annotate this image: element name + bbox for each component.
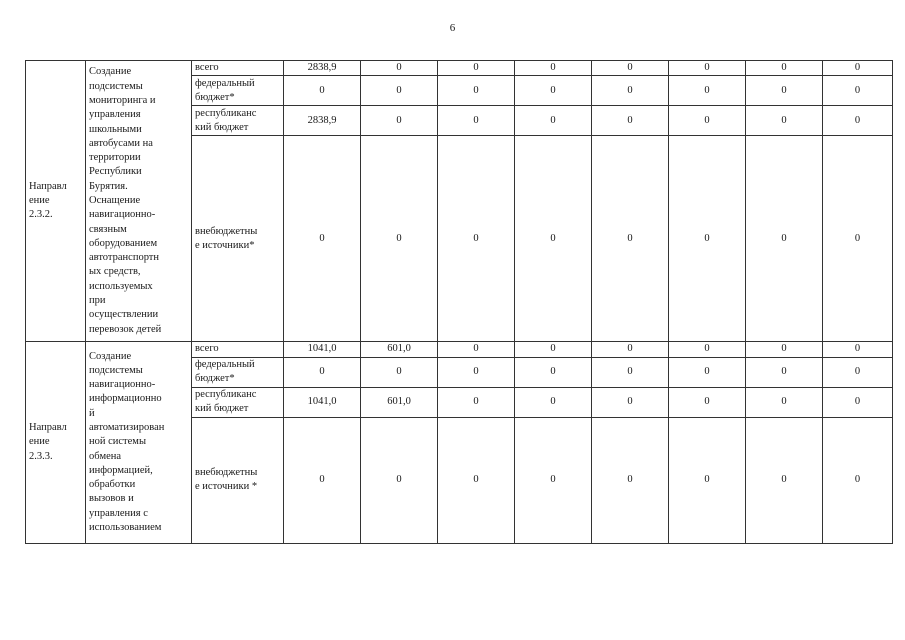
page-number: 6 bbox=[449, 22, 456, 34]
value-cell: 0 bbox=[592, 387, 669, 417]
funding-source-cell: всего bbox=[192, 61, 284, 76]
value-cell: 0 bbox=[592, 136, 669, 342]
value-cell: 0 bbox=[823, 417, 893, 543]
value-cell: 0 bbox=[746, 342, 823, 357]
funding-source-cell: федеральный бюджет* bbox=[192, 76, 284, 106]
value-cell: 0 bbox=[823, 357, 893, 387]
value-cell: 0 bbox=[746, 357, 823, 387]
funding-source-cell: республиканс кий бюджет bbox=[192, 387, 284, 417]
funding-source-cell: федеральный бюджет* bbox=[192, 357, 284, 387]
value-cell: 0 bbox=[438, 106, 515, 136]
description-cell: Создание подсистемы мониторинга и управления школьными автобусами на территории Республики Бурятия. Оснащение навигационно- связным оборудованием автотранспортн ых средств, используемых при осуществлении перевозок детей bbox=[86, 61, 192, 342]
value-cell: 0 bbox=[284, 417, 361, 543]
value-cell: 0 bbox=[284, 136, 361, 342]
value-cell: 0 bbox=[823, 136, 893, 342]
value-cell: 0 bbox=[669, 357, 746, 387]
value-cell: 0 bbox=[823, 342, 893, 357]
value-cell: 0 bbox=[361, 357, 438, 387]
value-cell: 0 bbox=[284, 357, 361, 387]
funding-source-cell: внебюджетны е источники* bbox=[192, 136, 284, 342]
value-cell: 0 bbox=[438, 357, 515, 387]
value-cell: 0 bbox=[823, 61, 893, 76]
value-cell: 0 bbox=[823, 106, 893, 136]
value-cell: 0 bbox=[669, 106, 746, 136]
value-cell: 601,0 bbox=[361, 342, 438, 357]
value-cell: 0 bbox=[746, 106, 823, 136]
value-cell: 0 bbox=[746, 417, 823, 543]
value-cell: 2838,9 bbox=[284, 61, 361, 76]
value-cell: 0 bbox=[669, 417, 746, 543]
value-cell: 2838,9 bbox=[284, 106, 361, 136]
value-cell: 0 bbox=[515, 387, 592, 417]
value-cell: 0 bbox=[438, 61, 515, 76]
value-cell: 0 bbox=[515, 136, 592, 342]
value-cell: 0 bbox=[823, 76, 893, 106]
value-cell: 0 bbox=[515, 342, 592, 357]
value-cell: 0 bbox=[515, 357, 592, 387]
value-cell: 0 bbox=[438, 417, 515, 543]
description-cell: Создание подсистемы навигационно- информационно й автоматизирован ной системы обмена информацией, обработки вызовов и управления с использованием bbox=[86, 342, 192, 543]
table-row bbox=[26, 342, 893, 357]
value-cell: 0 bbox=[669, 342, 746, 357]
value-cell: 0 bbox=[669, 136, 746, 342]
value-cell: 0 bbox=[592, 342, 669, 357]
value-cell: 0 bbox=[746, 136, 823, 342]
value-cell: 0 bbox=[592, 61, 669, 76]
value-cell: 1041,0 bbox=[284, 387, 361, 417]
value-cell: 0 bbox=[592, 76, 669, 106]
value-cell: 0 bbox=[823, 387, 893, 417]
value-cell: 1041,0 bbox=[284, 342, 361, 357]
table-row bbox=[26, 61, 893, 76]
value-cell: 0 bbox=[361, 76, 438, 106]
value-cell: 0 bbox=[515, 417, 592, 543]
value-cell: 601,0 bbox=[361, 387, 438, 417]
value-cell: 0 bbox=[284, 76, 361, 106]
value-cell: 0 bbox=[361, 106, 438, 136]
value-cell: 0 bbox=[592, 357, 669, 387]
direction-cell: Направл ение 2.3.2. bbox=[26, 61, 86, 342]
value-cell: 0 bbox=[515, 76, 592, 106]
value-cell: 0 bbox=[592, 417, 669, 543]
value-cell: 0 bbox=[438, 136, 515, 342]
value-cell: 0 bbox=[592, 106, 669, 136]
value-cell: 0 bbox=[361, 417, 438, 543]
value-cell: 0 bbox=[361, 136, 438, 342]
value-cell: 0 bbox=[361, 61, 438, 76]
direction-cell: Направл ение 2.3.3. bbox=[26, 342, 86, 543]
value-cell: 0 bbox=[438, 76, 515, 106]
funding-source-cell: республиканс кий бюджет bbox=[192, 106, 284, 136]
value-cell: 0 bbox=[669, 76, 746, 106]
value-cell: 0 bbox=[515, 61, 592, 76]
funding-source-cell: внебюджетны е источники * bbox=[192, 417, 284, 543]
funding-source-cell: всего bbox=[192, 342, 284, 357]
value-cell: 0 bbox=[669, 61, 746, 76]
value-cell: 0 bbox=[746, 387, 823, 417]
budget-table bbox=[25, 60, 893, 544]
value-cell: 0 bbox=[515, 106, 592, 136]
value-cell: 0 bbox=[438, 342, 515, 357]
value-cell: 0 bbox=[746, 61, 823, 76]
value-cell: 0 bbox=[746, 76, 823, 106]
value-cell: 0 bbox=[438, 387, 515, 417]
value-cell: 0 bbox=[669, 387, 746, 417]
